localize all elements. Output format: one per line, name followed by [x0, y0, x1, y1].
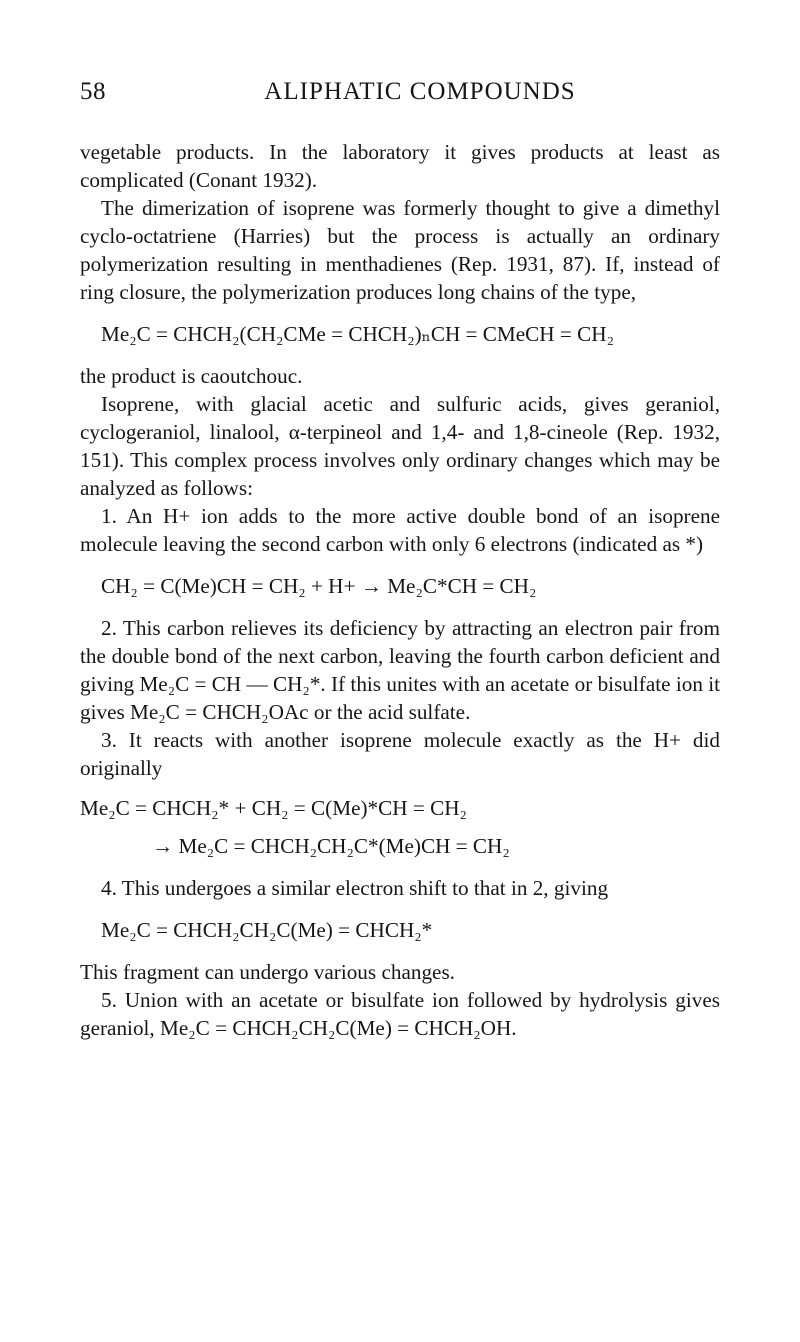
equation-4: Me₂C = CHCH₂CH₂C(Me) = CHCH₂* [101, 918, 433, 942]
paragraph-6: 2. This carbon relieves its deficiency by attracting an electron pair from the double bond of the next carbon, leaving the fourth carbon deficient and giving Me₂C = CH — CH₂*. If this unites with an acetate or bisulfate ion it gives Me₂C = CHCH₂OAc or the acid sulfate. [80, 616, 720, 724]
page-number: 58 [80, 78, 106, 105]
page-header [0, 78, 800, 112]
paragraph-10: 5. Union with an acetate or bisulfate ion followed by hydrolysis gives geraniol, Me₂C = CHCH₂CH₂C(Me) = CHCH₂OH. [80, 988, 720, 1040]
equation-3b: → Me₂C = CHCH₂CH₂C*(Me)CH = CH₂ [152, 834, 510, 858]
paragraph-3: the product is caoutchouc. [80, 364, 303, 388]
equation-2: CH₂ = C(Me)CH = CH₂ + H+ → Me₂C*CH = CH₂ [101, 574, 537, 598]
page-body [80, 138, 720, 1042]
paragraph-2: The dimerization of isoprene was formerly thought to give a dimethyl cyclo-octatriene (Harries) but the process is actually an ordinary polymerization resulting in menthadienes (Rep. 1931, 87). If, instead of ring closure, the polymerization produces long chains of the type, [80, 196, 720, 304]
paragraph-5: 1. An H+ ion adds to the more active double bond of an isoprene molecule leaving the second carbon with only 6 electrons (indicated as *) [80, 504, 720, 556]
equation-3a: Me₂C = CHCH₂* + CH₂ = C(Me)*CH = CH₂ [80, 796, 467, 820]
paragraph-9: This fragment can undergo various changes. [80, 960, 455, 984]
paragraph-7: 3. It reacts with another isoprene molecule exactly as the H+ did originally [80, 728, 720, 780]
running-title: ALIPHATIC COMPOUNDS [264, 78, 576, 105]
paragraph-4: Isoprene, with glacial acetic and sulfuric acids, gives geraniol, cyclogeraniol, linalool, α-terpineol and 1,4- and 1,8-cineole (Rep. 1932, 151). This complex process involves only ordinary changes which may be analyzed as follows: [80, 392, 720, 500]
paragraph-8: 4. This undergoes a similar electron shift to that in 2, giving [101, 876, 609, 900]
paragraph-1: vegetable products. In the laboratory it gives products at least as complicated (Conant 1932). [80, 140, 720, 192]
equation-1: Me₂C = CHCH₂(CH₂CMe = CHCH₂)ₙCH = CMeCH = CH₂ [101, 322, 614, 346]
